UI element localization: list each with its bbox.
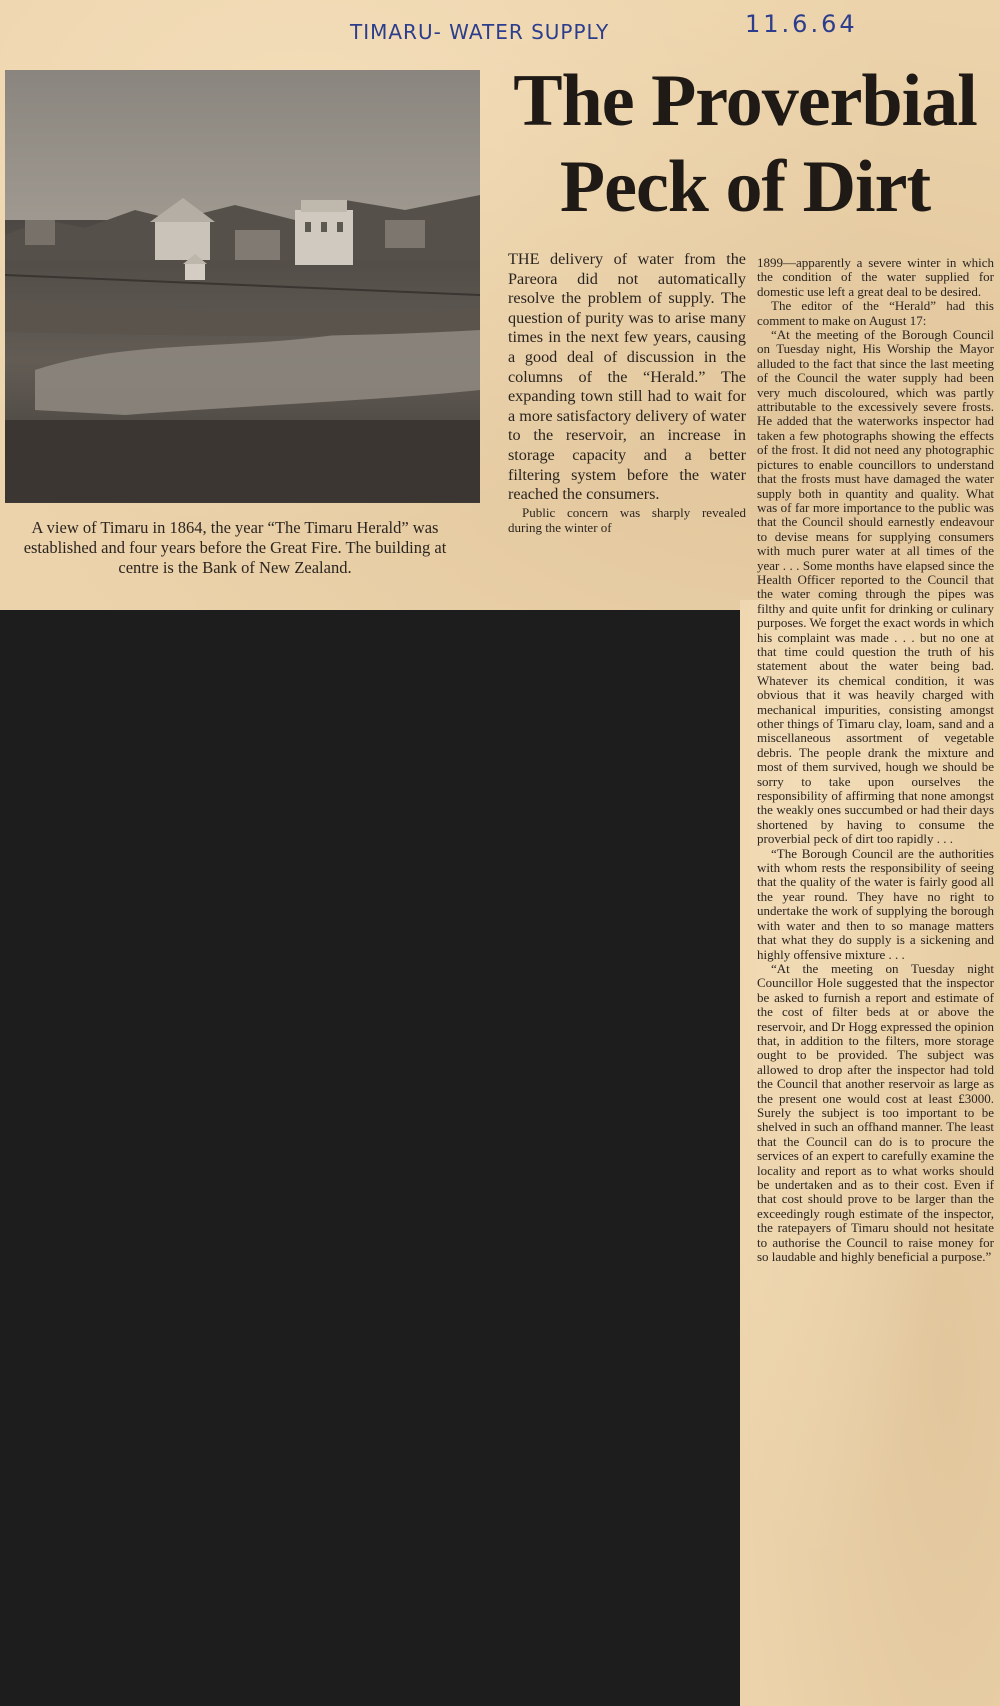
column2-paragraph: The editor of the “Herald” had this comment to make on August 17:	[757, 298, 994, 328]
column2-paragraph: “At the meeting on Tuesday night Councillor Hole suggested that the inspector be asked to furnish a report and estimate of the cost of filter beds at or above the reservoir, and Dr Hogg expressed the opinion that, in addition to the filters, more storage ought to be provided. The subject was allowed to drop after the inspector had told the Council that another reservoir as large as the present one would cost at least £3000. Surely the subject is too important to be shelved in such an offhand manner. The least that the Council can do is to procure the services of an expert to carefully examine the locality and report as to what works should be undertaken and as to their cost. Even if that cost should prove to be larger than the exceedingly rough estimate of the inspector, the ratepayers of Timaru should not hesitate to authorise the Council to raise money for so laudable and highly beneficial a purpose.”	[757, 960, 994, 1265]
article-column-1	[508, 250, 746, 536]
dark-background	[0, 610, 740, 1706]
column2-paragraph: “At the meeting of the Borough Council on Tuesday night, His Worship the Mayor alluded to the fact that since the last meeting of the Council the water supply had been very much discoloured, which was partly attributable to the excessively severe frosts. He added that the waterworks inspector had taken a few photographs showing the effects of the frost. It did not need any photographic pictures to enable councillors to understand that the frosts must have damaged the water supply both in quantity and quality. What was of far more importance to the public was that the Council should earnestly endeavour to devise means for supplying consumers with much purer water at all times of the year . . . Some months have elapsed since the Health Officer reported to the Council that the water coming through the pipes was filthy and quite unfit for drinking or culinary purposes. We forget the exact words in which his complaint was made . . . but no one at that time could question the truth of his statement about the water being bad. Whatever its chemical condition, it was obvious that it was heavily charged with mechanical impurities, consisting amongst other things of Timaru clay, loam, sand and a miscellaneous assortment of vegetable debris. The people drank the mixture and most of them survived, hough we should be sorry to take upon ourselves the responsibility of affirming that none amongst the weakly ones succumbed or had their days shortened by having to consume the proverbial peck of dirt too rapidly . . .	[757, 327, 994, 847]
handwritten-label: TIMARU- WATER SUPPLY	[350, 20, 610, 44]
column1-paragraph: THE delivery of water from the Pareora did not automatically resolve the problem of supply. The question of purity was to arise many times in the next few years, causing a good deal of discussion in the columns of the “Herald.” The expanding town still had to wait for a more satisfactory delivery of water to the reservoir, an increase in storage capacity and a better filtering system before the water reached the consumers.	[508, 250, 746, 504]
historic-photo-timaru	[5, 70, 480, 503]
article-headline	[490, 58, 1000, 230]
headline-line-1: The Proverbial	[513, 60, 977, 142]
headline-line-2: Peck of Dirt	[559, 146, 931, 228]
column1-paragraph: Public concern was sharply revealed during the winter of	[508, 504, 746, 536]
column2-paragraph: “The Borough Council are the authorities with whom rests the responsibility of seeing that the quality of the water is fairly good all the year round. They have no right to undertake the work of supplying the borough with water and then to so manage matters that what they do supply is a sickening and highly offensive mixture . . .	[757, 845, 994, 962]
column2-paragraph: 1899—apparently a severe winter in which the condition of the water supplied for domestic use left a great deal to be desired.	[757, 255, 994, 299]
handwritten-date: 11.6.64	[745, 10, 858, 38]
photo-caption: A view of Timaru in 1864, the year “The Timaru Herald” was established and four years before the Great Fire. The building at centre is the Bank of New Zealand.	[23, 518, 447, 577]
article-column-2	[757, 256, 994, 1264]
